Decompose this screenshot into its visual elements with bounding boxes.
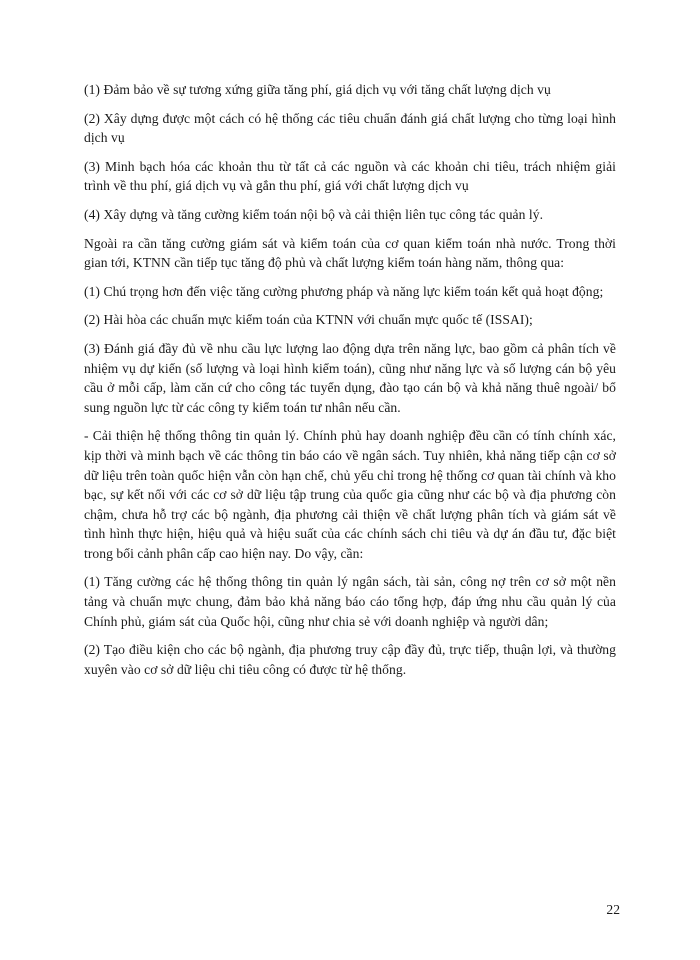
page-number: 22 <box>606 902 620 917</box>
paragraph-6: (1) Chú trọng hơn đến việc tăng cường phương pháp và năng lực kiểm toán kết quả hoạt động; <box>84 283 604 299</box>
paragraph-5: Ngoài ra cần tăng cường giám sát và kiểm toán của cơ quan kiểm toán nhà nước. Trong thời gian tới, KTNN cần tiếp tục tăng độ phủ và chất lượng kiểm toán hàng năm, thông qua: <box>84 235 616 271</box>
paragraph-1: (1) Đảm bảo về sự tương xứng giữa tăng phí, giá dịch vụ với tăng chất lượng dịch vụ <box>84 82 551 97</box>
paragraph-10: (1) Tăng cường các hệ thống thông tin quản lý ngân sách, tài sản, công nợ trên cơ sở một nền tảng và chuẩn mực chung, đảm bảo khả năng báo cáo tổng hợp, đáp ứng nhu cầu quản lý của Chính phủ, giám sát của Quốc hội, cũng như chia sẻ với doanh nghiệp và người dân; <box>84 574 616 629</box>
paragraph-8: (3) Đánh giá đầy đủ về nhu cầu lực lượng lao động dựa trên năng lực, bao gồm cả phân tích về nhiệm vụ dự kiến (số lượng và loại hình kiểm toán), cũng như năng lực và số lượng cán bộ yêu cầu ở mỗi cấp, làm căn cứ cho công tác tuyển dụng, đào tạo cán bộ và khả năng thuê ngoài/ bổ sung nguồn lực từ các công ty kiểm toán tư nhân nếu cần. <box>84 340 616 415</box>
paragraph-4: (4) Xây dựng và tăng cường kiểm toán nội bộ và cải thiện liên tục công tác quản lý. <box>84 206 544 222</box>
paragraph-11: (2) Tạo điều kiện cho các bộ ngành, địa phương truy cập đầy đủ, trực tiếp, thuận lợi, và thường xuyên vào cơ sở dữ liệu chi tiêu công có được từ hệ thống. <box>84 642 616 677</box>
paragraph-7: (2) Hài hòa các chuẩn mực kiểm toán của KTNN với chuẩn mực quốc tế (ISSAI); <box>84 312 533 328</box>
paragraph-3: (3) Minh bạch hóa các khoản thu từ tất cả các nguồn và các khoản chi tiêu, trách nhiệm giải trình về thu phí, giá dịch vụ và gắn thu phí, giá với chất lượng dịch vụ <box>84 158 616 194</box>
document-body <box>84 80 616 688</box>
paragraph-2: (2) Xây dựng được một cách có hệ thống các tiêu chuẩn đánh giá chất lượng cho từng loại hình dịch vụ <box>84 110 616 146</box>
paragraph-9: - Cải thiện hệ thống thông tin quản lý. Chính phủ hay doanh nghiệp đều cần có tính chính xác, kịp thời và minh bạch về các thông tin báo cáo về ngân sách. Tuy nhiên, khả năng tiếp cận cơ sở dữ liệu trên toàn quốc hiện vẫn còn hạn chế, chủ yếu chỉ trong hệ thống cơ quan tài chính và kho bạc, sự kết nối với các cơ sở dữ liệu tập trung của quốc gia cũng như các bộ và địa phương còn chậm, chưa hỗ trợ các bộ ngành, địa phương cải thiện về chất lượng phân tích và giám sát về tình hình thực hiện, hiệu quả và hiệu suất của các chính sách chi tiêu và dự án đầu tư, đặc biệt trong bối cảnh phân cấp cao hiện nay. Do vậy, cần: <box>84 428 616 561</box>
